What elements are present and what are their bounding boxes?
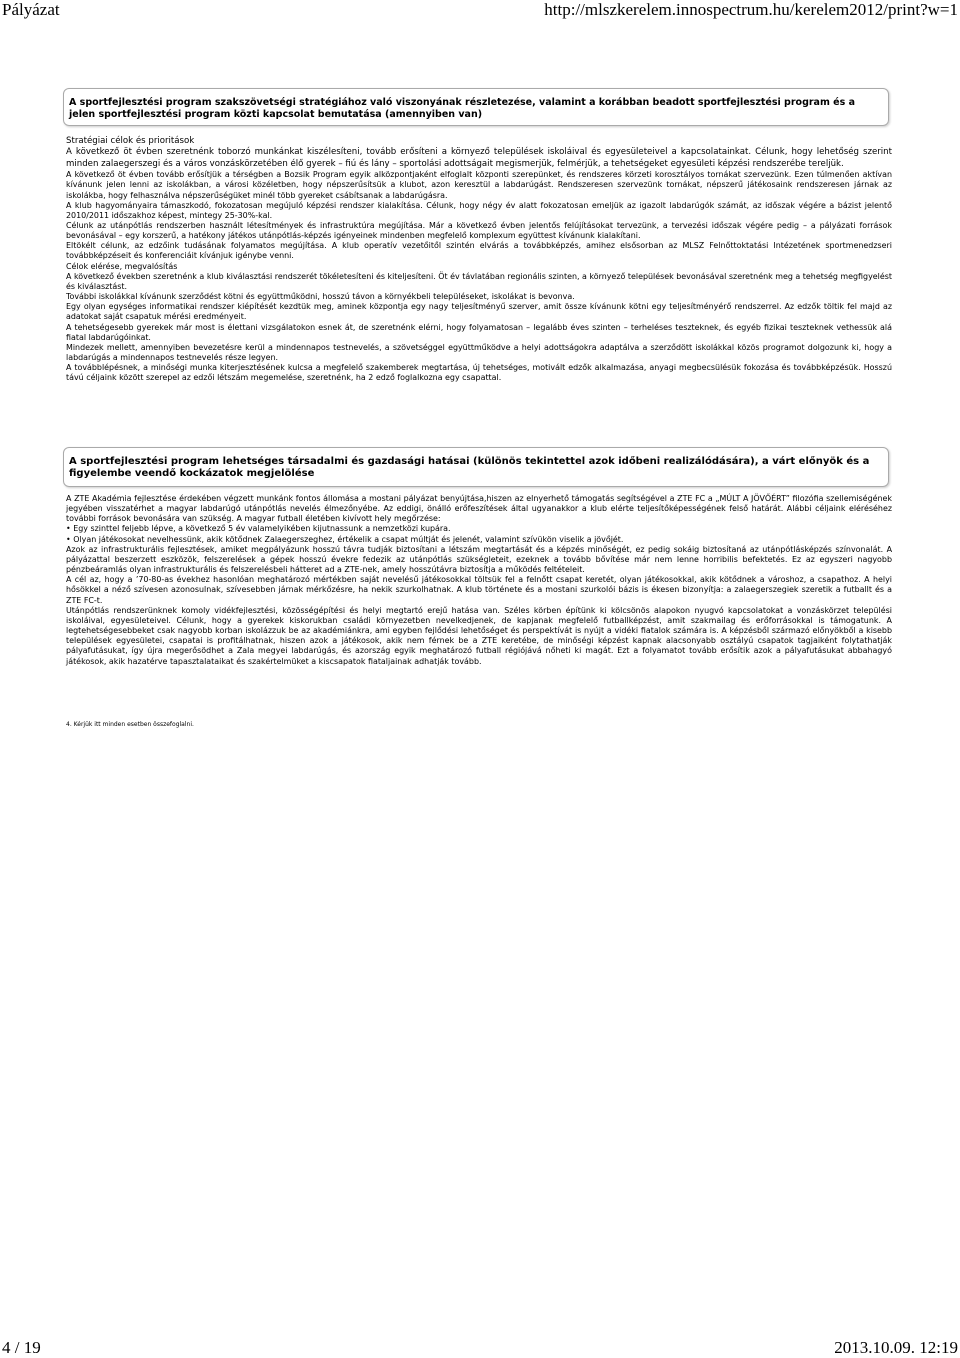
paragraph: A tehetségesebb gyerekek már most is élettani vizsgálatokon esnek át, de szeretnénk elérni, hogy folyamatosan – legalább éves szinten – terheléses teszteknek, és egyéb fizikai teszteknek vethessük alá fiatal labdarúgóinkat. (66, 322, 892, 342)
paragraph: Eltökélt célunk, az edzőink tudásának folyamatos megújítása. A klub operatív vezetőitől szintén elvárás a továbbképzés, amihez elsősorban az MLSZ Felnőttoktatási Intézetének sportmenedzseri továbbképzéseit és konferenciáit kívánjuk igénybe venni. (66, 241, 892, 261)
paragraph: Célunk az utánpótlás rendszerben használt létesítmények és infrastruktúra megújítása. Már a következő évben jelentős felújításokat tervezünk, a tervezési időszak végére pedig – a pályázati források bevonásával – egy korszerű, a hatékony játékos utánpótlás-képzés igényeinek mindenben megfelelő komplexum együttest kívánunk kialakítani. (66, 221, 892, 241)
section2-body (66, 494, 892, 667)
paragraph: Mindezek mellett, amennyiben bevezetésre kerül a mindennapos testnevelés, a szövetséggel együttműködve a helyi adottságokra adaptálva a szerződött iskolákkal közös programot dolgozunk ki, hogy a labdarúgás a mindennapos testnevelés része legyen. (66, 342, 892, 363)
paragraph: A cél az, hogy a ’70-80-as évekhez hasonlóan meghatározó mértékben saját nevelésű játékosokkal töltsük fel a felnőtt csapat keretét, olyan játékosokkal, akik kötődnek a városhoz, a csapathoz. A helyi hősökkel a néző szívesen azonosulnak, szívesebben járnak mérkőzésre, ha nekik szurkolhatnak. A klub története és a mostani szurkolói bázis is ékesen bizonyítja: a zalaegerszegiek szeretik a futballt és a ZTE FC-t. (66, 575, 892, 605)
paragraph: Azok az infrastrukturális fejlesztések, amiket megpályázunk hosszú távra tudják biztosítani a létszám megtartását és a képzés minőségét, ez pedig sokáig biztosítaná az utánpótlásképzés színvonalát. A pályázattal beszerzett eszközök, felszerelések a gépek hosszú évekre fedezik az utánpótlás szükségleteit, ezeknek a tovább bővítése már nem lenne horribilis befektetés. Ez az egyszeri nagyobb pénzbeáramlás olyan infrastrukturális és felszerelésbeli hátteret ad a ZTE-nek, amely hosszútávra biztosítja a működés feltételeit. (66, 544, 892, 575)
paragraph: A következő öt évben szeretnénk toborzó munkánkat kiszélesíteni, tovább erősíteni a környező települések iskoláival és egyesületeivel a kapcsolatainkat. Célunk, hogy lehetőség szerint minden zalaegerszegi és a város vonzáskörzetében élő gyerek – fiú és lány – sportolási adottságait megismerjük, felmérjük, a tehetségeket egyesületi képzési rendszerébe tereljük. (66, 147, 892, 169)
paragraph: További iskolákkal kívánunk szerződést kötni és együttműködni, hosszú távon a környékbeli településeket, iskolákat is bevonva. (66, 292, 575, 302)
paragraph: A ZTE Akadémia fejlesztése érdekében végzett munkánk fontos állomása a mostani pályázat benyújtása,hiszen az elnyerhető támogatás segítségével a ZTE FC a „MÚLT A JÖVŐÉRT” filozófia szellemiségének jegyében visszatérhet a magyar labdarúgó utánpótlás nevelés élmezőnyébe. Az eddigi, önálló erőfeszítések által ugyanakkor a klub elérte teljesítőképességének felső határát. Alábbi céljaink eléréséhez további források bevonására van szükség. A magyar futball életében kivívott hely megőrzése: (66, 494, 892, 524)
page-url: http://mlszkerelem.innospectrum.hu/kerelem2012/print?w=1 (544, 0, 958, 19)
footnote: 4. Kérjük itt minden esetben összefoglalni. (66, 721, 194, 728)
paragraph-heading: Célok elérése, megvalósítás (66, 261, 178, 271)
page-number: 4 / 19 (2, 1338, 41, 1357)
section1-heading: A sportfejlesztési program szakszövetségi stratégiához való viszonyának részletezése, valamint a korábban beadott sportfejlesztési program és a jelen sportfejlesztési program közti kapcsolat bemutatása (amennyiben van) (69, 97, 855, 120)
section1-heading-box (63, 88, 889, 126)
paragraph: Utánpótlás rendszerünknek komoly vidékfejlesztési, közösségépítési és helyi megtartó erejű hatása van. Széles körben építünk ki kölcsönös alapokon nyugvó kapcsolatokat a vonzáskörzet települési iskoláival, egyesületeivel. Célunk, hogy a gyerekek kiskorukban családi környezetben nevelkedjenek, de kapjanak megfelelő futballképzést, amit szakmailag és erőforrásokkal is támogatunk. A legtehetségesebbeket csak nagyobb korban iskolázzuk be az akadémiánkra, ami egyben fejlődési lehetőséget és perspektívát is nyújt a vidéki fiatalok számára is. A képzésből származó előnyökből a kisebb települések egyesületei, csapatai is profitálhatnak, hiszen azok a játékosok, akik nem férnek be a ZTE keretébe, de minőségi képzést kapnak alacsonyabb osztályú csapatok tagjaiként folytathatják pályafutásukat, így újra megerősödhet a Zala megyei labdarúgás, és azország egyik meghatározó futball régiójává nőheti ki magát. Ezt a folyamatot tovább erősítik azok a pályafutásukat abbahagyó játékosok, akik hazatérve tapasztalataikat és szakértelmüket a kiscsapatok fiataljainak adhatják tovább. (66, 605, 892, 666)
section2-heading-box (63, 447, 889, 487)
paragraph: A továbblépésnek, a minőségi munka kiterjesztésének kulcsa a megfelelő szakemberek megtartása, új tehetséges, motivált edzők alkalmazása, anyagi megbecsülésük fokozása és továbbképzésük. Hosszú távú céljaink között szerepel az edzői létszám megemelése, szeretnénk, ha 2 edző foglalkozna egy csapattal. (66, 363, 892, 383)
section1-subtitle: Stratégiai célok és prioritások (66, 136, 195, 146)
section1-body (66, 136, 892, 384)
paragraph: A következő öt évben tovább erősítjük a térségben a Bozsik Program egyik alközpontjaként elfoglalt központi szerepünket, és rendszeres körzeti korosztályos tornákat szervezünk. Ezen túlmenően aktívan kívánunk jelen lenni az iskolákban, a városi közéletben, hogy népszerűsítsük a klubot, azon keresztül a labdarúgást. Rendszeresen szervezünk tornákat, népszerű játékosaink rendszeresen járnak az iskolákba, hogy felhasználva népszerűségüket minél több gyereket csábítsanak a labdarúgásra. (66, 170, 892, 200)
section2-heading: A sportfejlesztési program lehetséges társadalmi és gazdasági hatásai (különös tekintettel azok időbeni realizálódására), a várt előnyök és a figyelembe veendő kockázatok megjelölése (69, 456, 870, 479)
bullet-item: • Egy szinttel feljebb lépve, a következő 5 év valamelyikében kijutnassunk a nemzetközi kupára. (66, 524, 451, 534)
print-datetime: 2013.10.09. 12:19 (834, 1338, 958, 1357)
paragraph: Egy olyan egységes informatikai rendszer kiépítését kezdtük meg, aminek központja egy nagy teljesítményű szerver, amit össze kívánunk kötni egy teljesítményérő rendszerrel. Az edzők töltik fel majd az adatokat saját csapatuk mérési eredményeit. (66, 302, 892, 322)
browser-page-title: Pályázat (2, 0, 60, 19)
paragraph: A klub hagyományaira támaszkodó, fokozatosan megújuló képzési rendszer kialakítása. Célunk, hogy négy év alatt fokozatosan emeljük az igazolt labdarúgók számát, az időszak végére a bázist jelentő 2010/2011 időszakhoz képest, mintegy 25-30%-kal. (66, 200, 892, 220)
paragraph: A következő években szeretnénk a klub kiválasztási rendszerét tökéletesíteni és kiteljesíteni. Öt év távlatában regionális szinten, a környező települések bevonásával szeretnénk meg a tehetség megfigyelést és kiválasztást. (66, 271, 893, 291)
bullet-item: • Olyan játékosokat nevelhessünk, akik kötődnek Zalaegerszeghez, értékelik a csapat múltját és jelenét, valamint szívükön viselik a jövőjét. (66, 534, 624, 544)
